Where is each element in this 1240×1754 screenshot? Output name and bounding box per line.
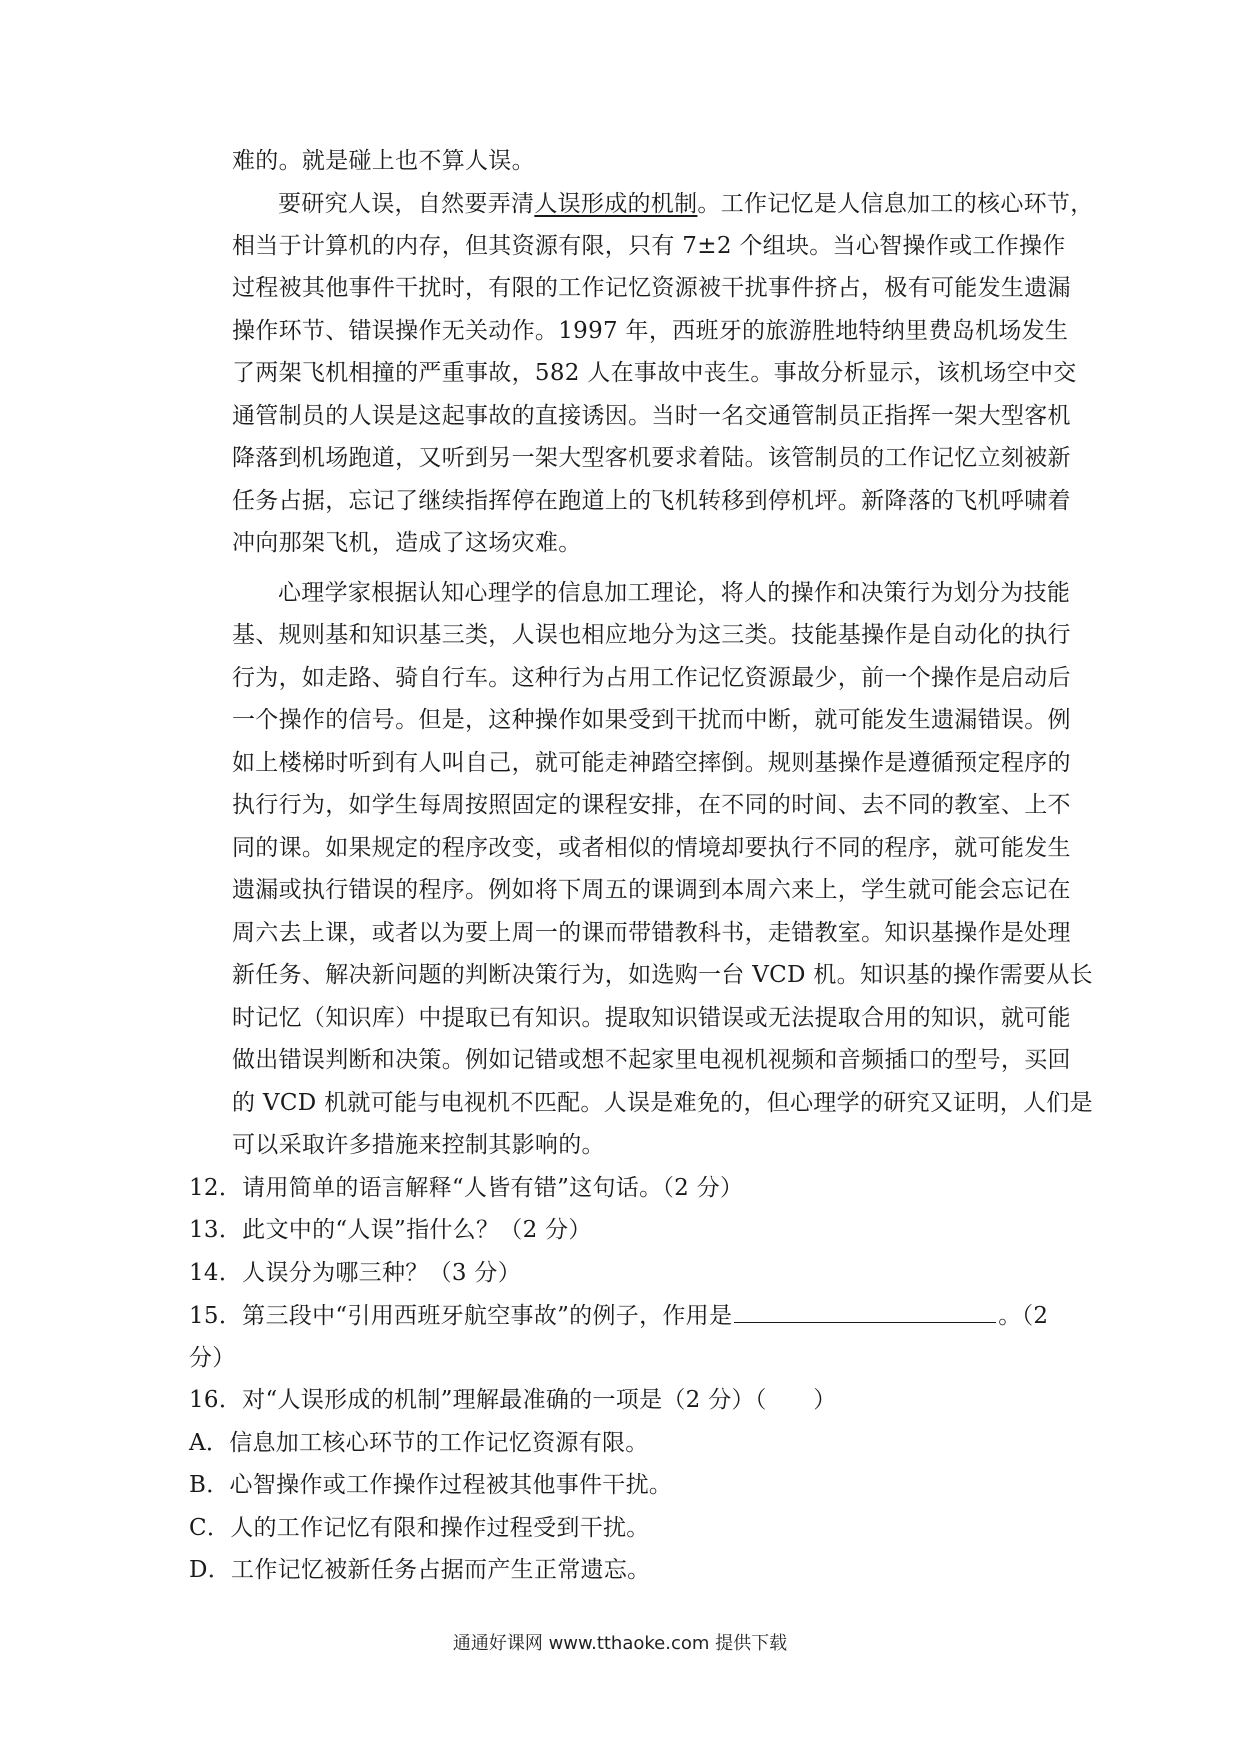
question-13: 13．此文中的“人误”指什么？（2 分） bbox=[189, 1217, 592, 1243]
passage-line: 可以采取许多措施来控制其影响的。 bbox=[232, 1132, 605, 1158]
passage-line: 周六去上课，或者以为要上周一的课而带错教科书，走错教室。知识基操作是处理 bbox=[232, 920, 1071, 946]
passage-text: 。工作记忆是人信息加工的核心环节， bbox=[697, 191, 1094, 217]
passage-line: 如上楼梯时听到有人叫自己，就可能走神踏空摔倒。规则基操作是遵循预定程序的 bbox=[232, 750, 1071, 776]
passage-line: 操作环节、错误操作无关动作。1997 年，西班牙的旅游胜地特纳里费岛机场发生 bbox=[232, 318, 1069, 344]
option-b: B．心智操作或工作操作过程被其他事件干扰。 bbox=[189, 1472, 673, 1498]
passage-line: 遗漏或执行错误的程序。例如将下周五的课调到本周六来上，学生就可能会忘记在 bbox=[232, 877, 1071, 903]
passage-line: 降落到机场跑道，又听到另一架大型客机要求着陆。该管制员的工作记忆立刻被新 bbox=[232, 445, 1071, 471]
page-footer: 通通好课网 www.tthaoke.com 提供下载 bbox=[452, 1633, 788, 1654]
passage-line: 做出错误判断和决策。例如记错或想不起家里电视机视频和音频插口的型号，买回 bbox=[232, 1047, 1071, 1073]
passage-line: 心理学家根据认知心理学的信息加工理论，将人的操作和决策行为划分为技能 bbox=[278, 580, 1071, 606]
question-16: 16．对“人误形成的机制”理解最准确的一项是（2 分）（ ） bbox=[189, 1387, 837, 1413]
passage-line bbox=[278, 189, 1094, 219]
passage-line: 同的课。如果规定的程序改变，或者相似的情境却要执行不同的程序，就可能发生 bbox=[232, 835, 1071, 861]
option-a: A．信息加工核心环节的工作记忆资源有限。 bbox=[189, 1430, 649, 1456]
question-15-score: 。（2 bbox=[998, 1303, 1049, 1329]
passage-text: 要研究人误，自然要弄清 bbox=[278, 191, 535, 217]
passage-line: 新任务、解决新问题的判断决策行为，如选购一台 VCD 机。知识基的操作需要从长 bbox=[232, 962, 1093, 988]
question-14: 14．人误分为哪三种？（3 分） bbox=[189, 1260, 522, 1286]
passage-line: 任务占据，忘记了继续指挥停在跑道上的飞机转移到停机坪。新降落的飞机呼啸着 bbox=[232, 488, 1071, 514]
underlined-term: 人误形成的机制 bbox=[534, 191, 698, 217]
passage-line: 时记忆（知识库）中提取已有知识。提取知识错误或无法提取合用的知识，就可能 bbox=[232, 1005, 1071, 1031]
passage-line: 一个操作的信号。但是，这种操作如果受到干扰而中断，就可能发生遗漏错误。例 bbox=[232, 707, 1071, 733]
passage-line: 冲向那架飞机，造成了这场灾难。 bbox=[232, 530, 582, 556]
passage-line: 了两架飞机相撞的严重事故，582 人在事故中丧生。事故分析显示，该机场空中交 bbox=[232, 360, 1077, 386]
question-15 bbox=[189, 1300, 1048, 1331]
passage-line: 通管制员的人误是这起事故的直接诱因。当时一名交通管制员正指挥一架大型客机 bbox=[232, 403, 1071, 429]
passage-line: 行为，如走路、骑自行车。这种行为占用工作记忆资源最少，前一个操作是启动后 bbox=[232, 665, 1071, 691]
passage-line: 执行行为，如学生每周按照固定的课程安排，在不同的时间、去不同的教室、上不 bbox=[232, 792, 1071, 818]
question-15-text: 15．第三段中“引用西班牙航空事故”的例子，作用是 bbox=[189, 1303, 733, 1329]
answer-blank bbox=[734, 1300, 996, 1323]
question-12: 12．请用简单的语言解释“人皆有错”这句话。（2 分） bbox=[189, 1175, 744, 1201]
passage-line: 难的。就是碰上也不算人误。 bbox=[232, 148, 535, 174]
passage-line: 过程被其他事件干扰时，有限的工作记忆资源被干扰事件挤占，极有可能发生遗漏 bbox=[232, 275, 1071, 301]
passage-line: 基、规则基和知识基三类，人误也相应地分为这三类。技能基操作是自动化的执行 bbox=[232, 622, 1071, 648]
question-15-continuation: 分） bbox=[189, 1345, 236, 1371]
option-c: C．人的工作记忆有限和操作过程受到干扰。 bbox=[189, 1515, 650, 1541]
passage-line: 相当于计算机的内存，但其资源有限，只有 7±2 个组块。当心智操作或工作操作 bbox=[232, 233, 1066, 259]
option-d: D．工作记忆被新任务占据而产生正常遗忘。 bbox=[189, 1557, 651, 1583]
passage-line: 的 VCD 机就可能与电视机不匹配。人误是难免的，但心理学的研究又证明，人们是 bbox=[232, 1090, 1093, 1116]
